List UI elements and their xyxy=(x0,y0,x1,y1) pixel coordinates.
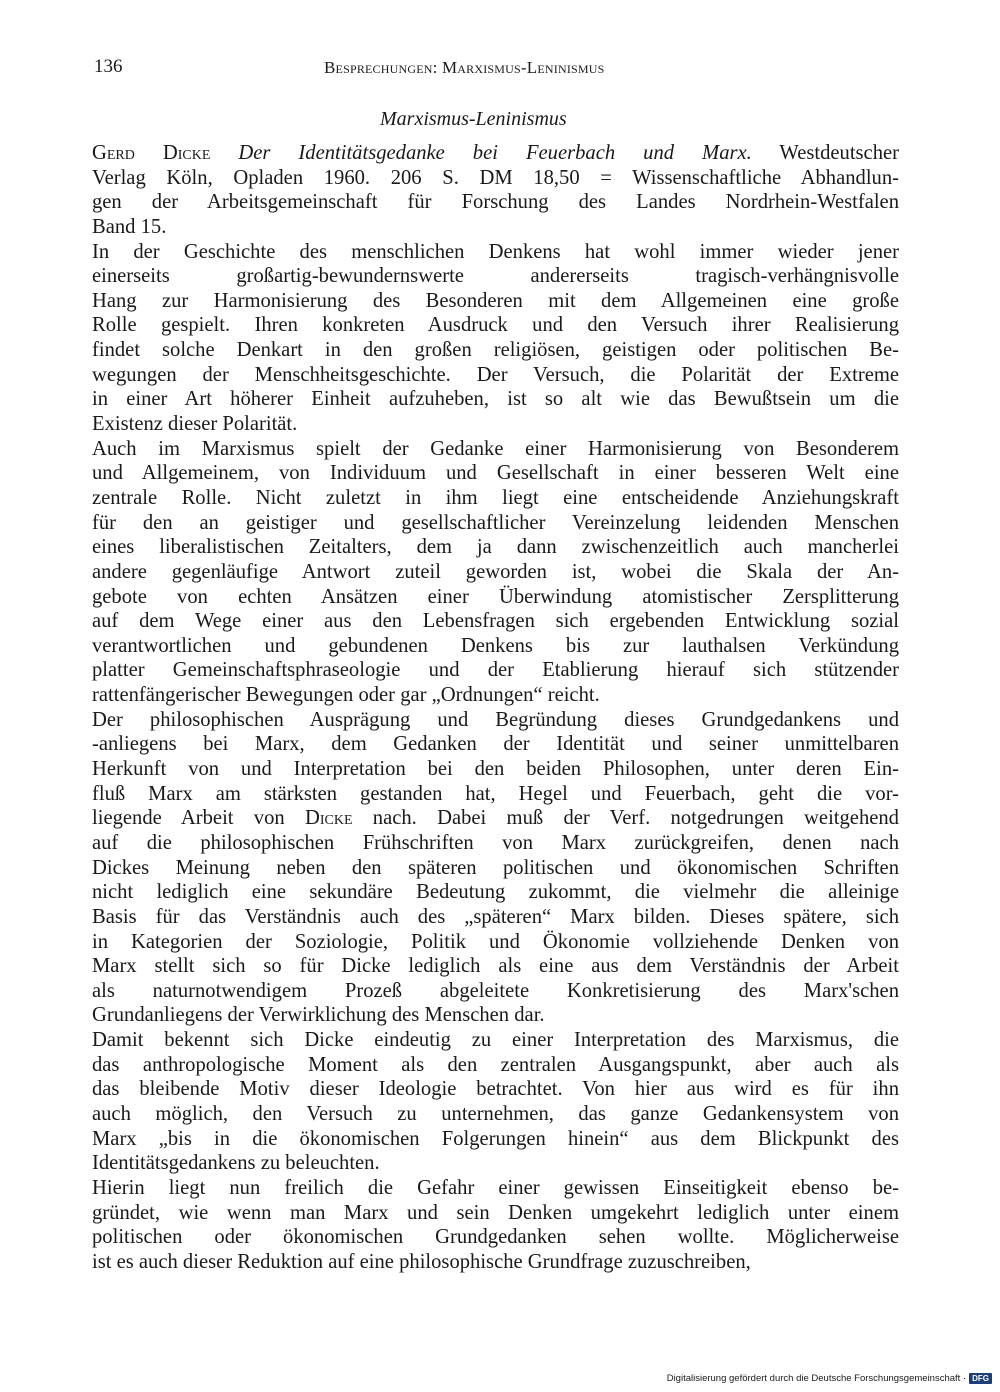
text-line: auf die philosophischen Frühschriften von Marx zurückgreifen, denen nach xyxy=(92,831,899,854)
footer-text: Digitalisierung gefördert durch die Deutsche Forschungsgemeinschaft · xyxy=(666,1373,967,1384)
text-line: Basis für das Verständnis auch des „späteren“ Marx bilden. Dieses spätere, sich xyxy=(92,905,899,928)
text-line: in Kategorien der Soziologie, Politik und Ökonomie vollziehende Denken von xyxy=(92,930,899,953)
paragraph xyxy=(92,437,899,708)
text-line: Auch im Marxismus spielt der Gedanke einer Harmonisierung von Besonderem xyxy=(92,437,899,460)
text-line: rattenfängerischer Bewegungen oder gar „Ordnungen“ reicht. xyxy=(92,684,600,707)
text-line: das anthropologische Moment als den zentralen Ausgangspunkt, aber auch als xyxy=(92,1053,899,1076)
paragraph xyxy=(92,240,899,437)
paragraphs xyxy=(92,240,899,1275)
text-line: Hang zur Harmonisierung des Besonderen mit dem Allgemeinen eine große xyxy=(92,289,899,312)
text-line: Der philosophischen Ausprägung und Begründung dieses Grundgedankens und xyxy=(92,708,899,731)
running-head: Besprechungen: Marxismus-Leninismus xyxy=(324,58,605,77)
digitization-footer xyxy=(667,1373,992,1384)
paragraph xyxy=(92,708,899,1028)
text-line: liegende Arbeit von Dicke nach. Dabei muß der Verf. notgedrungen weitgehend xyxy=(92,807,899,830)
text-line: Marx stellt sich so für Dicke lediglich als eine aus dem Verständnis der Arbeit xyxy=(92,955,899,978)
citation-lines xyxy=(92,166,899,240)
text-line: gebote von echten Ansätzen einer Überwindung atomistischer Zersplitterung xyxy=(92,585,899,608)
citation-first-line xyxy=(92,141,899,166)
text-line: Identitätsgedankens zu beleuchten. xyxy=(92,1152,380,1175)
text-line: ist es auch dieser Reduktion auf eine philosophische Grundfrage zuzuschreiben, xyxy=(92,1250,751,1273)
text-line: gründet, wie wenn man Marx und sein Denken umgekehrt lediglich unter einem xyxy=(92,1201,899,1224)
text-line: In der Geschichte des menschlichen Denkens hat wohl immer wieder jener xyxy=(92,240,899,263)
text-line: fluß Marx am stärksten gestanden hat, Hegel und Feuerbach, geht die vor- xyxy=(92,782,899,805)
text-line: Verlag Köln, Opladen 1960. 206 S. DM 18,50 = Wissenschaftliche Abhandlun- xyxy=(92,166,899,189)
text-line: Hierin liegt nun freilich die Gefahr einer gewissen Einseitigkeit ebenso be- xyxy=(92,1176,899,1199)
text-line: gen der Arbeitsgemeinschaft für Forschung des Landes Nordrhein-Westfalen xyxy=(92,191,899,214)
text-line: politischen oder ökonomischen Grundgedanken sehen wollte. Möglicherweise xyxy=(92,1226,899,1249)
citation-publisher-start: Westdeutscher xyxy=(779,142,899,164)
page-number: 136 xyxy=(94,56,123,77)
text-line: und Allgemeinem, von Individuum und Gesellschaft in einer besseren Welt eine xyxy=(92,462,899,485)
text-line: -anliegens bei Marx, dem Gedanken der Identität und seiner unmittelbaren xyxy=(92,733,899,756)
text-line: Grundanliegens der Verwirklichung des Menschen dar. xyxy=(92,1004,545,1027)
text-line: einerseits großartig-bewundernswerte andererseits tragisch-verhängnisvolle xyxy=(92,265,899,288)
author-name: Gerd Dicke xyxy=(92,142,211,164)
text-line: verantwortlichen und gebundenen Denkens bis zur lauthalsen Verkündung xyxy=(92,634,899,657)
text-line: wegungen der Menschheitsgeschichte. Der Versuch, die Polarität der Extreme xyxy=(92,363,899,386)
text-line: Band 15. xyxy=(92,215,167,238)
review-text xyxy=(92,141,899,1274)
text-line: andere gegenläufige Antwort zuteil geworden ist, wobei die Skala der An- xyxy=(92,560,899,583)
text-line: Dickes Meinung neben den späteren politischen und ökonomischen Schriften xyxy=(92,856,899,879)
paragraph xyxy=(92,1028,899,1176)
text-line: das bleibende Motiv dieser Ideologie betrachtet. Von hier aus wird es für ihn xyxy=(92,1078,899,1101)
paragraph xyxy=(92,1176,899,1275)
dfg-logo: DFG xyxy=(969,1373,992,1384)
text-line: platter Gemeinschaftsphraseologie und der Etablierung hierauf sich stützender xyxy=(92,659,899,682)
text-line: eines liberalistischen Zeitalters, dem ja dann zwischenzeitlich auch mancherlei xyxy=(92,536,899,559)
text-line: findet solche Denkart in den großen religiösen, geistigen oder politischen Be- xyxy=(92,339,899,362)
text-line: Existenz dieser Polarität. xyxy=(92,413,298,436)
text-line: auf dem Wege einer aus den Lebensfragen sich ergebenden Entwicklung sozial xyxy=(92,610,899,633)
text-line: nicht lediglich eine sekundäre Bedeutung zukommt, die vielmehr die alleinige xyxy=(92,881,899,904)
author-name-inline: Dicke xyxy=(304,807,353,830)
text-line: auch möglich, den Versuch zu unternehmen, das ganze Gedankensystem von xyxy=(92,1102,899,1125)
text-line: Herkunft von und Interpretation bei den beiden Philosophen, unter deren Ein- xyxy=(92,758,899,781)
text-line: zentrale Rolle. Nicht zuletzt in ihm liegt eine entscheidende Anziehungskraft xyxy=(92,486,899,509)
text-line: als naturnotwendigem Prozeß abgeleitete Konkretisierung des Marx'schen xyxy=(92,979,899,1002)
text-line: in einer Art höherer Einheit aufzuheben, ist so alt wie das Bewußtsein um die xyxy=(92,388,899,411)
text-line: Damit bekennt sich Dicke eindeutig zu einer Interpretation des Marxismus, die xyxy=(92,1029,899,1052)
book-title: Der Identitätsgedanke bei Feuerbach und Marx. xyxy=(238,142,752,164)
section-heading: Marxismus-Leninismus xyxy=(380,108,567,130)
text-line: Rolle gespielt. Ihren konkreten Ausdruck und den Versuch ihrer Realisierung xyxy=(92,314,899,337)
text-line: Marx „bis in die ökonomischen Folgerungen hinein“ aus dem Blickpunkt des xyxy=(92,1127,899,1150)
text-line: für den an geistiger und gesellschaftlicher Vereinzelung leidenden Menschen xyxy=(92,511,899,534)
